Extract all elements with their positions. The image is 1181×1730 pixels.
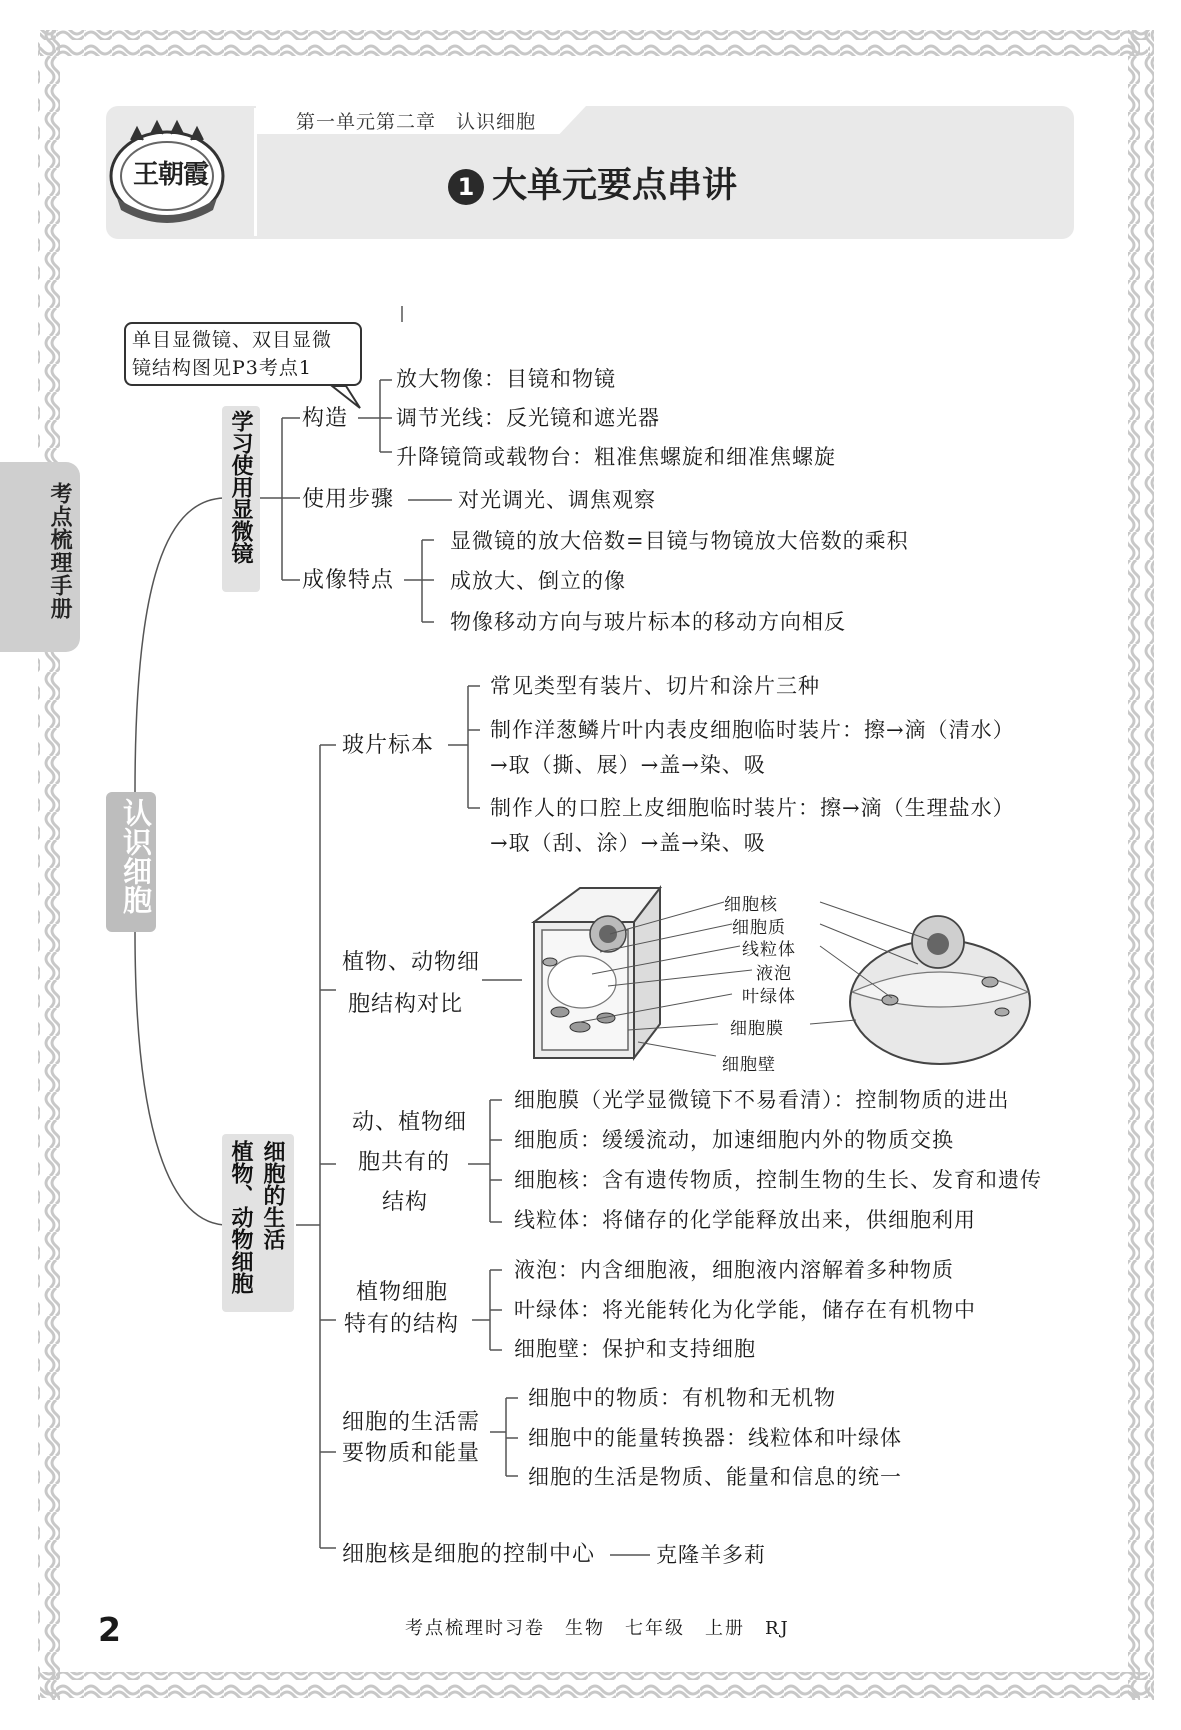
section-title-text: 大单元要点串讲: [492, 166, 738, 206]
branch-cell-label-col1: 细胞的生活: [260, 1140, 285, 1250]
node-shared-line2: 胞共有的: [358, 1150, 451, 1175]
side-tab-label: 考点梳理手册: [47, 482, 72, 620]
plant-only-item-2: 叶绿体：将光能转化为化学能，储存在有机物中: [514, 1298, 976, 1322]
bopian-item-3b: →取（刮、涂）→盖→染、吸: [490, 831, 766, 855]
bopian-item-2b: →取（撕、展）→盖→染、吸: [490, 753, 766, 777]
node-plant-only-line1: 植物细胞: [356, 1280, 449, 1305]
needs-item-1: 细胞中的物质：有机物和无机物: [528, 1386, 836, 1410]
gouzao-item-2: 调节光线：反光镜和遮光器: [396, 406, 660, 430]
gouzao-item-3: 升降镜筒或载物台：粗准焦螺旋和细准焦螺旋: [396, 445, 836, 469]
diagram-label-membrane: 细胞膜: [730, 1019, 784, 1039]
diagram-label-nucleus: 细胞核: [724, 895, 778, 915]
shared-item-2: 细胞质：缓缓流动，加速细胞内外的物质交换: [514, 1128, 954, 1152]
note-line-1: 单目显微镜、双目显微: [132, 329, 333, 351]
animal-cell-drawing: [850, 916, 1030, 1064]
diagram-label-cell-wall: 细胞壁: [722, 1055, 776, 1075]
note-line-2: 镜结构图见P3考点1: [132, 357, 312, 379]
diagram-label-mitochondria: 线粒体: [742, 940, 796, 960]
node-shared-line1: 动、植物细: [352, 1110, 468, 1135]
node-plant-only-line2: 特有的结构: [344, 1312, 460, 1337]
shared-item-4: 线粒体：将储存的化学能释放出来，供细胞利用: [514, 1208, 976, 1232]
node-buzhou: 使用步骤: [302, 487, 395, 512]
shared-item-3: 细胞核：含有遗传物质，控制生物的生长、发育和遗传: [514, 1168, 1042, 1192]
node-shared-line3: 结构: [382, 1190, 429, 1215]
node-nucleus: 细胞核是细胞的控制中心: [342, 1542, 596, 1567]
gouzao-item-1: 放大物像：目镜和物镜: [396, 367, 616, 391]
diagram-label-cytoplasm: 细胞质: [732, 918, 786, 938]
branch-microscope-label: 学习使用显微镜: [228, 410, 253, 564]
chapter-label: 第一单元第二章 认识细胞: [296, 111, 537, 133]
buzhou-text: 对光调光、调焦观察: [458, 488, 656, 512]
node-gouzao: 构造: [302, 406, 349, 431]
node-bopian: 玻片标本: [342, 733, 435, 758]
node-chengxiang: 成像特点: [302, 568, 395, 593]
node-compare-line2: 胞结构对比: [348, 992, 464, 1017]
nucleus-text: 克隆羊多莉: [656, 1543, 766, 1567]
plant-only-item-1: 液泡：内含细胞液，细胞液内溶解着多种物质: [514, 1258, 954, 1282]
chengxiang-item-1: 显微镜的放大倍数=目镜与物镜放大倍数的乘积: [450, 529, 909, 553]
plant-only-item-3: 细胞壁：保护和支持细胞: [514, 1337, 756, 1361]
node-needs-line1: 细胞的生活需: [342, 1410, 481, 1435]
diagram-label-chloroplast: 叶绿体: [742, 987, 796, 1007]
node-needs-line2: 要物质和能量: [342, 1441, 481, 1466]
page-number: 2: [98, 1610, 121, 1649]
node-compare-line1: 植物、动物细: [342, 950, 481, 975]
bopian-item-3a: 制作人的口腔上皮细胞临时装片：擦→滴（生理盐水）: [490, 796, 1015, 820]
diagram-label-vacuole: 液泡: [756, 964, 792, 984]
footer-text: 考点梳理时习卷 生物 七年级 上册 RJ: [405, 1618, 790, 1639]
chengxiang-item-3: 物像移动方向与玻片标本的移动方向相反: [450, 610, 846, 634]
needs-item-2: 细胞中的能量转换器：线粒体和叶绿体: [528, 1426, 902, 1450]
logo-text: 王朝霞: [133, 160, 209, 190]
section-number-badge: 1: [448, 169, 484, 205]
chengxiang-item-2: 成放大、倒立的像: [450, 569, 626, 593]
bopian-item-1: 常见类型有装片、切片和涂片三种: [490, 674, 820, 698]
bopian-item-2a: 制作洋葱鳞片叶内表皮细胞临时装片：擦→滴（清水）: [490, 718, 1015, 742]
mindmap-root: 认识细胞: [119, 798, 153, 914]
branch-cell-label-col2: 植物、动物细胞: [228, 1140, 253, 1294]
needs-item-3: 细胞的生活是物质、能量和信息的统一: [528, 1465, 902, 1489]
shared-item-1: 细胞膜（光学显微镜下不易看清）：控制物质的进出: [514, 1088, 1010, 1112]
